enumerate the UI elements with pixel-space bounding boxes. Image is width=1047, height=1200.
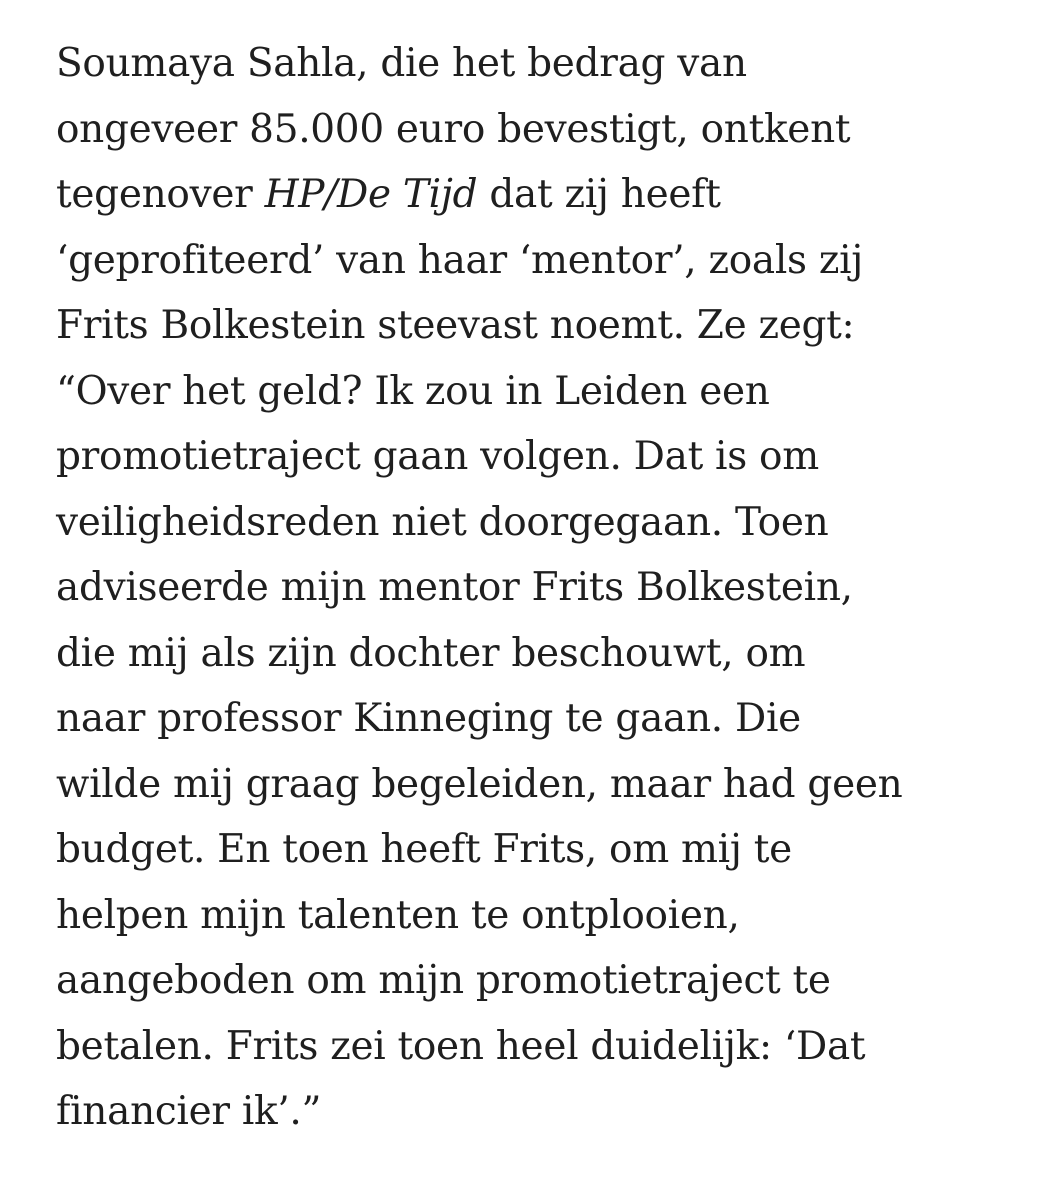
paragraph-line-16: betalen. Frits zei toen heel duidelijk: ‘Dat <box>56 1023 866 1069</box>
paragraph-line-10: die mij als zijn dochter beschouwt, om <box>56 630 806 676</box>
paragraph-line-15: aangeboden om mijn promotietraject te <box>56 958 831 1003</box>
paragraph-line-7: promotietraject gaan volgen. Dat is om <box>56 434 819 479</box>
paragraph-line-17: financier ik’.” <box>56 1089 322 1134</box>
paragraph-line-12: wilde mij graag begeleiden, maar had geen <box>56 761 903 807</box>
paragraph-line-9: adviseerde mijn mentor Frits Bolkestein, <box>56 565 853 610</box>
paragraph-line-6: “Over het geld? Ik zou in Leiden een <box>56 368 770 414</box>
paragraph-line-5: Frits Bolkestein steevast noemt. Ze zegt: <box>56 303 855 348</box>
line-3-rest: dat zij heeft <box>489 172 721 217</box>
publication-name: HP/De Tijd <box>264 172 478 217</box>
paragraph-line-2: ongeveer 85.000 euro bevestigt, ontkent <box>56 106 851 152</box>
paragraph-line-8: veiligheidsreden niet doorgegaan. Toen <box>56 499 829 545</box>
paragraph-line-11: naar professor Kinneging te gaan. Die <box>56 696 801 741</box>
paragraph-line-1: Soumaya Sahla, die het bedrag van <box>56 41 747 86</box>
paragraph-line-4: ‘geprofiteerd’ van haar ‘mentor’, zoals zij <box>56 237 864 283</box>
paragraph-line-14: helpen mijn talenten te ontplooien, <box>56 892 740 938</box>
paragraph-line-3 <box>56 162 1016 228</box>
line-3-prefix: tegenover <box>56 172 265 217</box>
article-paragraph <box>56 31 1016 1145</box>
paragraph-line-13: budget. En toen heeft Frits, om mij te <box>56 827 792 872</box>
